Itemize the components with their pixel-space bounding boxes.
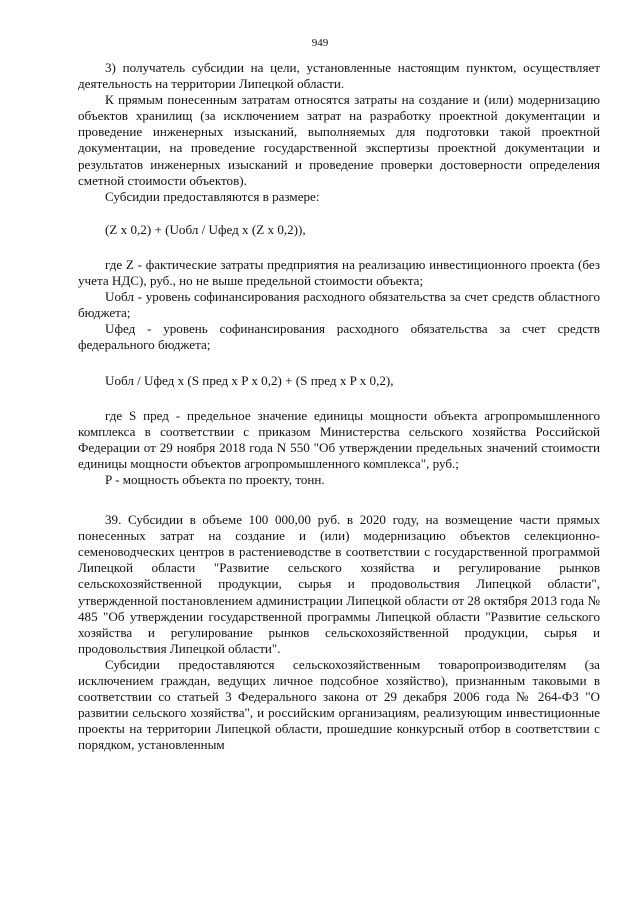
paragraph-recipient-condition: 3) получатель субсидии на цели, установленные настоящим пунктом, осуществляет деятельность на территории Липецкой области. xyxy=(78,60,600,92)
page-number: 949 xyxy=(311,37,329,49)
paragraph-direct-costs: К прямым понесенным затратам относятся затраты на создание и (или) модернизацию объектов хранилищ (за исключением затрат на разработку проектной документации и проведение инженерных изысканий, выполняемых для подготовки такой проектной документации, на проведение государственной экспертизы проектной документации и результатов инженерных изысканий и проведение проверки достоверности определения сметной стоимости объектов). xyxy=(78,92,600,188)
spacer xyxy=(78,205,600,222)
paragraph-subsidy-recipients: Субсидии предоставляются сельскохозяйственным товаропроизводителям (за исключением граждан, ведущих личное подсобное хозяйство), признанным таковыми в соответствии со статьей 3 Федерального закона от 29 декабря 2006 года № 264-ФЗ "О развитии сельского хозяйства", и российским организациям, реализующим инвестиционные проекты на территории Липецкой области, прошедшие конкурсный отбор в соответствии с порядком, установленным xyxy=(78,656,600,753)
spacer xyxy=(78,354,600,373)
spacer xyxy=(78,488,600,512)
document-body xyxy=(78,60,600,753)
formula-subsidy: (Z x 0,2) + (Uобл / Uфед x (Z x 0,2)), xyxy=(105,221,306,237)
spacer xyxy=(78,238,600,257)
paragraph-uobl-definition: Uобл - уровень софинансирования расходного обязательства за счет средств областного бюджета; xyxy=(78,289,600,321)
paragraph-item-39: 39. Субсидии в объеме 100 000,00 руб. в 2020 году, на возмещение части прямых понесенных затрат на создание и (или) модернизацию объектов селекционно-семеноводческих центров в растениеводстве в соответствии с государственной программой Липецкой области "Развитие сельского хозяйства и регулирование рынков сельскохозяйственной продукции, сырья и продовольствия Липецкой области", утвержденной постановлением администрации Липецкой области от 28 октября 2013 года № 485 "Об утверждении государственной программы Липецкой области "Развитие сельского хозяйства и регулирование рынков сельскохозяйственной продукции, сырья и продовольствия Липецкой области". xyxy=(78,512,600,656)
paragraph-p-definition: P - мощность объекта по проекту, тонн. xyxy=(105,471,325,487)
spacer xyxy=(78,389,600,408)
paragraph-ufed-definition: Uфед - уровень софинансирования расходного обязательства за счет средств федерального бюджета; xyxy=(78,321,600,353)
formula-limit: Uобл / Uфед x (S пред x P x 0,2) + (S пред x P x 0,2), xyxy=(105,372,394,388)
paragraph-z-definition: где Z - фактические затраты предприятия на реализацию инвестиционного проекта (без учета НДС), руб., но не выше предельной стоимости объекта; xyxy=(78,256,600,289)
paragraph-spred-definition: где S пред - предельное значение единицы мощности объекта агропромышленного комплекса в соответствии с приказом Министерства сельского хозяйства Российской Федерации от 29 ноября 2018 года N 550 "Об утверждении предельных значений стоимости единицы мощности объектов агропромышленного комплекса", руб.; xyxy=(78,407,600,471)
paragraph-subsidy-amount-intro: Субсидии предоставляются в размере: xyxy=(105,188,320,204)
